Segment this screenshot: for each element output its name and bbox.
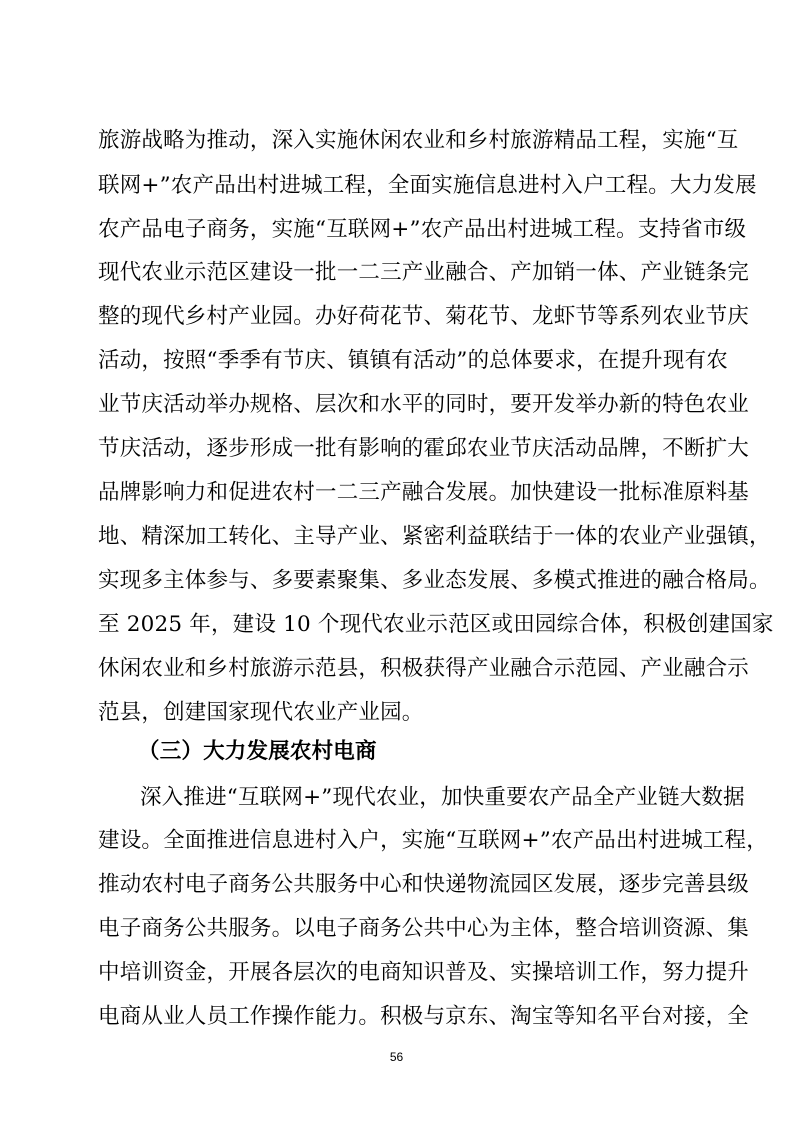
paragraph-line: 节庆活动，逐步形成一批有影响的霍邱农业节庆活动品牌，不断扩大 bbox=[98, 436, 750, 461]
paragraph-line: 电子商务公共服务。以电子商务公共中心为主体，整合培训资源、集 bbox=[98, 916, 750, 941]
paragraph-line: 活动，按照“季季有节庆、镇镇有活动”的总体要求，在提升现有农 bbox=[98, 348, 728, 373]
paragraph-line: 地、精深加工转化、主导产业、紧密利益联结于一体的农业产业强镇， bbox=[98, 524, 771, 549]
paragraph-line: 推动农村电子商务公共服务中心和快递物流园区发展，逐步完善县级 bbox=[98, 872, 750, 897]
paragraph-line: 深入推进“互联网+”现代农业，加快重要农产品全产业链大数据 bbox=[140, 785, 745, 810]
paragraph-line: 实现多主体参与、多要素聚集、多业态发展、多模式推进的融合格局。 bbox=[98, 568, 771, 593]
paragraph-line: 休闲农业和乡村旅游示范县，积极获得产业融合示范园、产业融合示 bbox=[98, 656, 750, 681]
paragraph-line: 现代农业示范区建设一批一二三产业融合、产加销一体、产业链条完 bbox=[98, 260, 750, 285]
section-heading: （三）大力发展农村电商 bbox=[138, 739, 377, 764]
paragraph-line: 建设。全面推进信息进村入户，实施“互联网+”农产品出村进城工程， bbox=[98, 828, 768, 853]
paragraph-line: 联网+”农产品出村进城工程，全面实施信息进村入户工程。大力发展 bbox=[98, 173, 757, 198]
paragraph-line: 整的现代乡村产业园。办好荷花节、菊花节、龙虾节等系列农业节庆 bbox=[98, 304, 750, 329]
paragraph-line: 至 2025 年，建设 10 个现代农业示范区或田园综合体，积极创建国家 bbox=[98, 612, 774, 637]
paragraph-line: 范县，创建国家现代农业产业园。 bbox=[98, 700, 424, 725]
paragraph-line: 旅游战略为推动，深入实施休闲农业和乡村旅游精品工程，实施“互 bbox=[98, 128, 739, 153]
paragraph-line: 品牌影响力和促进农村一二三产融合发展。加快建设一批标准原料基 bbox=[98, 480, 750, 505]
paragraph-line: 业节庆活动举办规格、层次和水平的同时，要开发举办新的特色农业 bbox=[98, 392, 750, 417]
paragraph-line: 农产品电子商务，实施“互联网+”农产品出村进城工程。支持省市级 bbox=[98, 217, 747, 242]
page-number: 56 bbox=[389, 1050, 404, 1064]
paragraph-line: 电商从业人员工作操作能力。积极与京东、淘宝等知名平台对接，全 bbox=[98, 1004, 750, 1029]
paragraph-line: 中培训资金，开展各层次的电商知识普及、实操培训工作，努力提升 bbox=[98, 960, 750, 985]
